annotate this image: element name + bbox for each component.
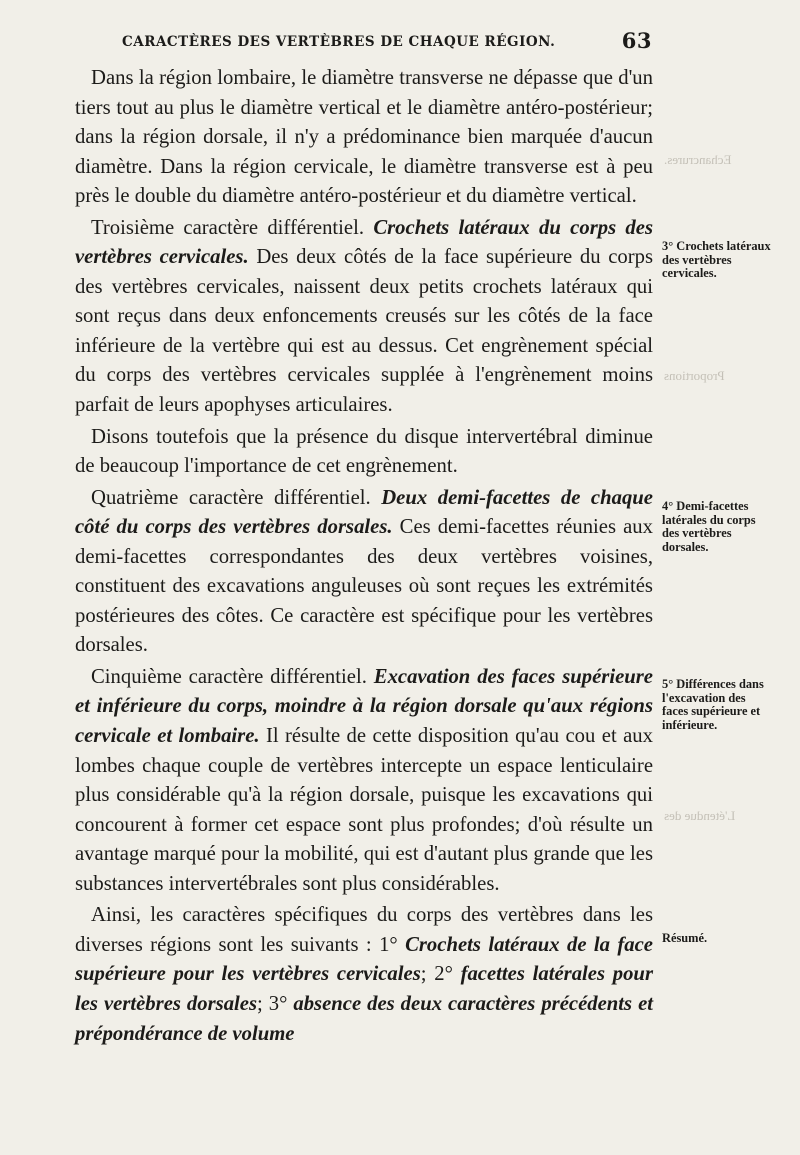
margin-note: 3° Crochets latéraux des vertèbres cervicales. <box>662 239 771 280</box>
margin-note: 5° Différences dans l'excavation des faces supérieure et inférieure. <box>662 677 764 732</box>
show-through-text: Echancrures. <box>664 152 732 167</box>
paragraph: Cinquième caractère différentiel. Excavation des faces supérieure et inférieure du corps, moindre à la région dorsale qu'aux régions cervicale et lombaire. Il résulte de cette disposition qu'au cou et aux lombes chaque couple de vertèbres intercepte un espace lenticulaire plus considérable qu'à la région dorsale, puisque les excavations qui concourent à former cet espace sont plus profondes; d'où résulte un avantage marqué pour la mobilité, qui est d'autant plus grande que les substances intervertébrales sont plus considérables. <box>75 665 653 895</box>
main-text <box>75 64 653 1049</box>
page-number: 63 <box>621 28 652 53</box>
paragraph: Ainsi, les caractères spécifiques du corps des vertèbres dans les diverses régions sont les suivants : 1° Crochets latéraux de la face supérieure pour les vertèbres cervicales; 2° facettes latérales pour les vertèbres dorsales; 3° absence des deux caractères précédents et prépondérance de volume <box>75 904 653 1045</box>
show-through-text: L'étendue des <box>664 808 736 823</box>
running-header <box>122 28 652 53</box>
paragraph: Quatrième caractère différentiel. Deux demi-facettes de chaque côté du corps des vertèbres dorsales. Ces demi-facettes réunies aux demi-facettes correspondantes des deux vertèbres voisines, constituent des excavations anguleuses où sont reçues les extrémités postérieures des côtes. Ce caractère est spécifique pour les vertèbres dorsales. <box>75 486 653 657</box>
show-through-text: Proportions <box>664 368 725 383</box>
margin-note: 4° Demi-facettes latérales du corps des vertèbres dorsales. <box>662 499 756 554</box>
paragraph: Troisième caractère différentiel. Crochets latéraux du corps des vertèbres cervicales. Des deux côtés de la face supérieure du corps des vertèbres cervicales, naissent deux petits crochets latéraux qui sont reçus dans deux enfoncements creusés sur les côtés de la face inférieure de la vertèbre qui est au dessus. Cet engrènement spécial du corps des vertèbres cervicales supplée à l'engrènement moins parfait de leurs apophyses articulaires. <box>75 216 654 417</box>
paragraph: Dans la région lombaire, le diamètre transverse ne dépasse que d'un tiers tout au plus le diamètre vertical et le diamètre antéro-postérieur; dans la région dorsale, il n'y a prédominance bien marquée d'aucun diamètre. Dans la région cervicale, le diamètre transverse est à peu près le double du diamètre antéro-postérieur et du diamètre vertical. <box>75 67 653 208</box>
margin-note: Résumé. <box>662 931 708 945</box>
running-title: CARACTÈRES DES VERTÈBRES DE CHAQUE RÉGION. <box>122 34 556 50</box>
paragraph: Disons toutefois que la présence du disque intervertébral diminue de beaucoup l'importance de cet engrènement. <box>75 425 653 478</box>
